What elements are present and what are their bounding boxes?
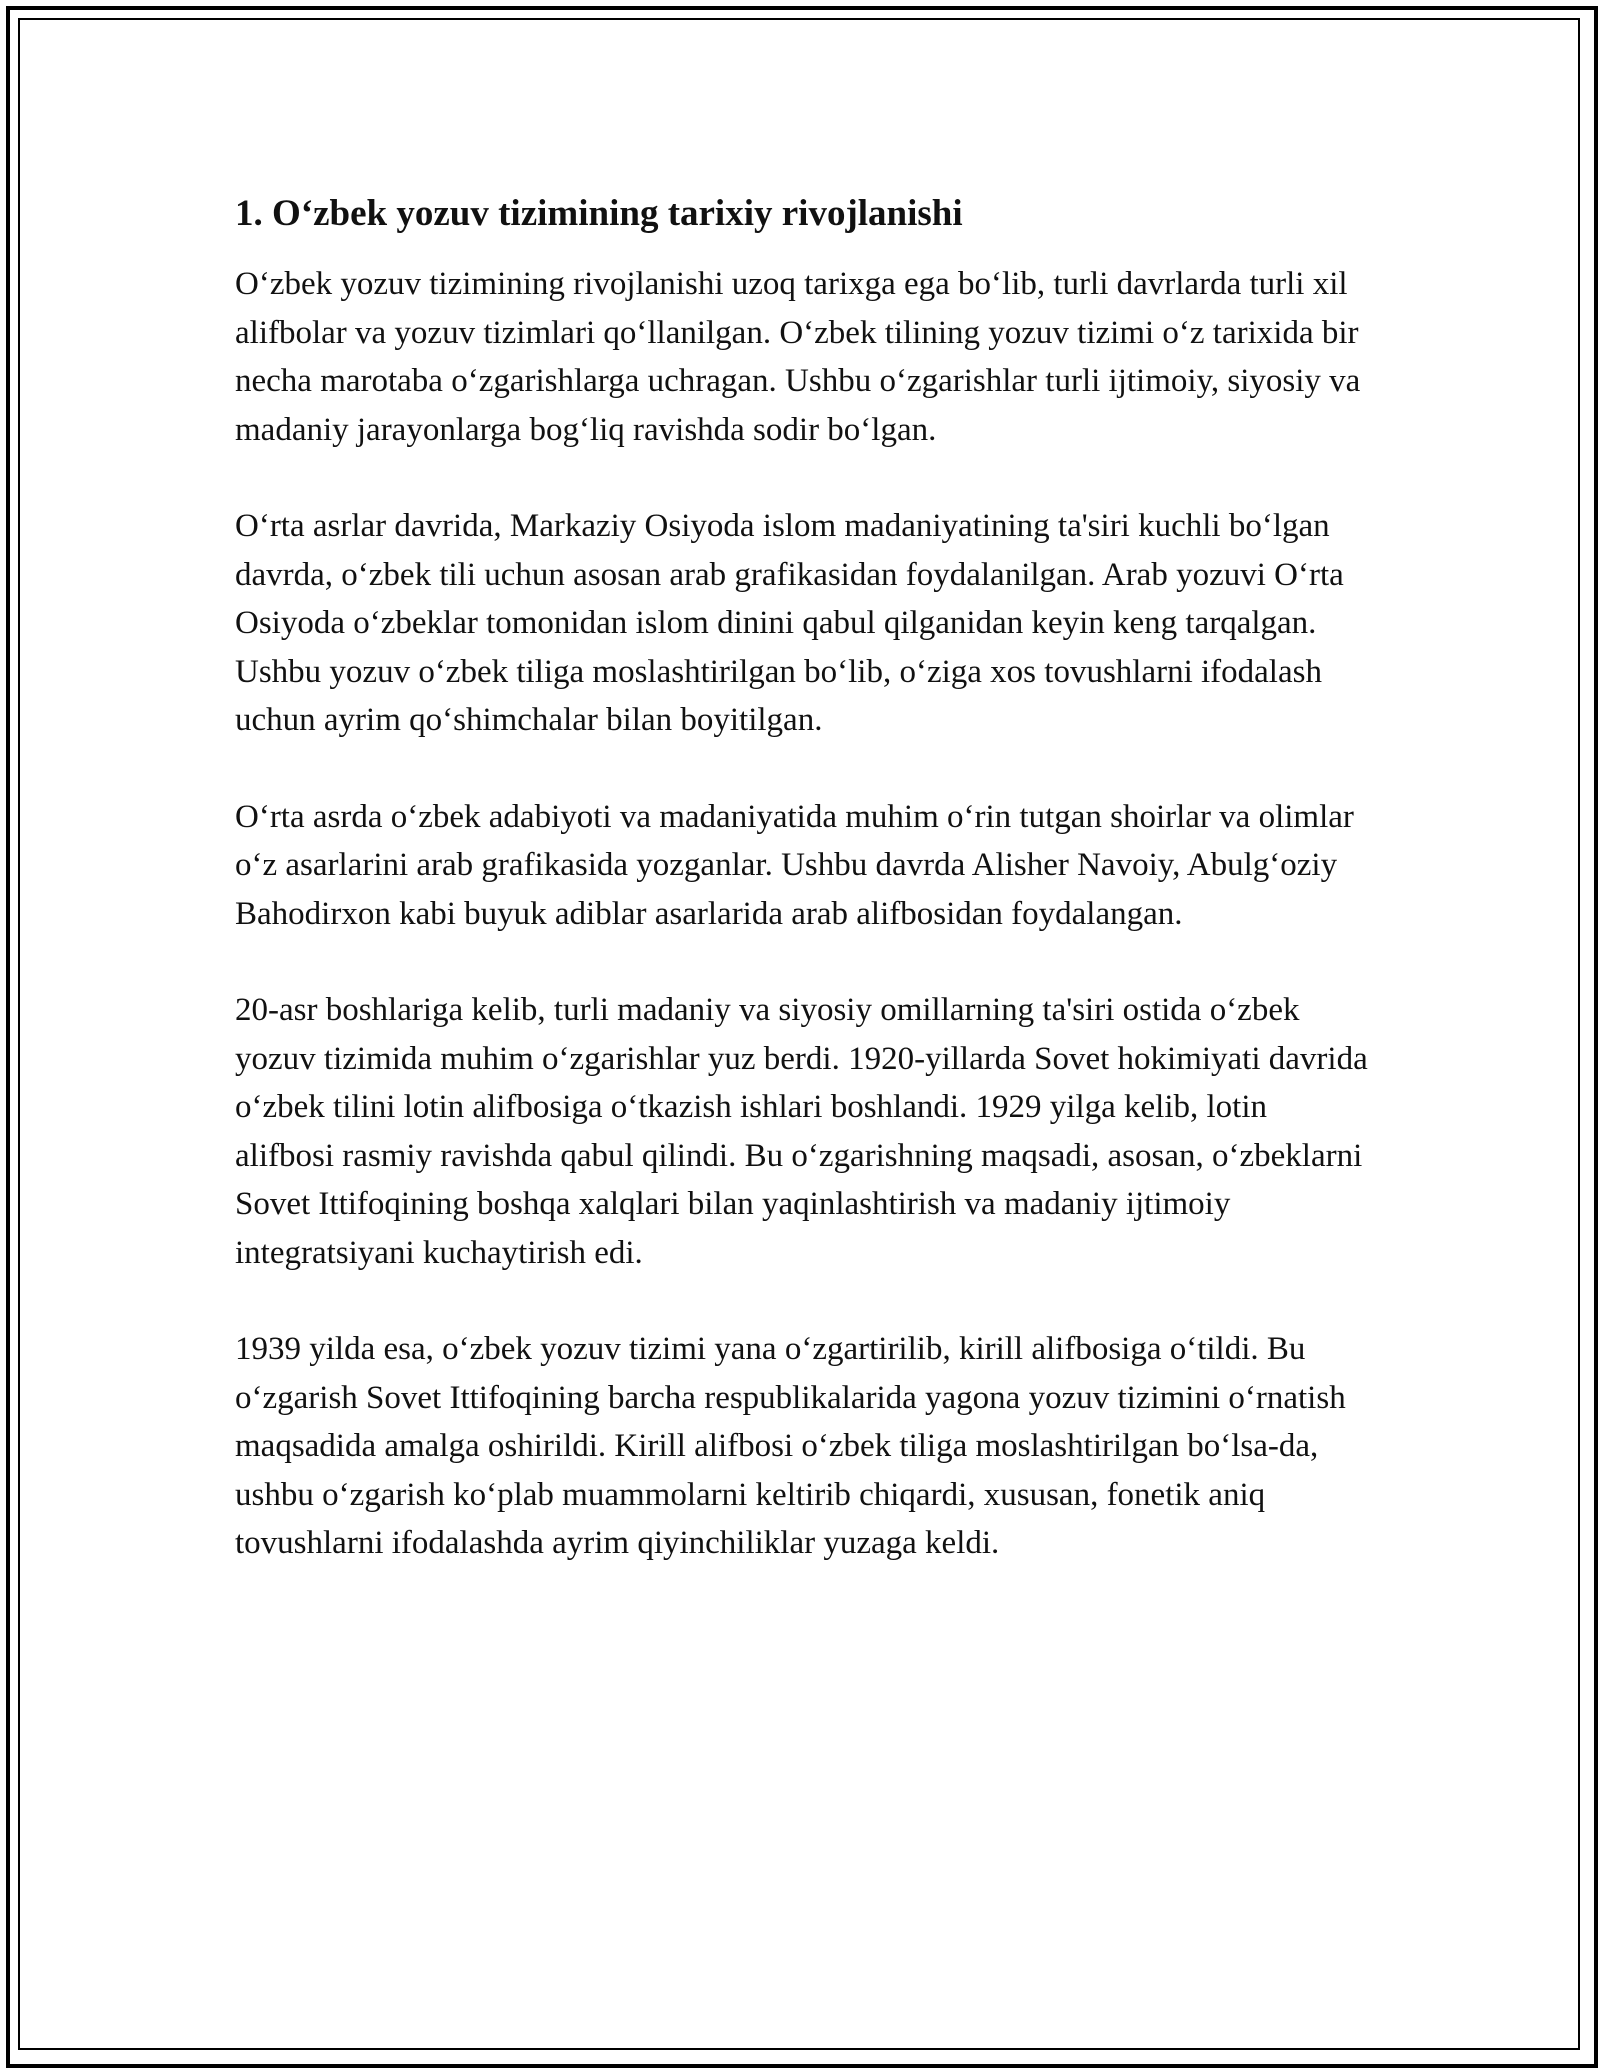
- section-heading: 1. O‘zbek yozuv tizimining tarixiy rivojlanishi: [235, 193, 963, 234]
- paragraph-4: 20-asr boshlariga kelib, turli madaniy va siyosiy omillarning ta'siri ostida o‘zbek yozuv tizimida muhim o‘zgarishlar yuz berdi. 1920-yillarda Sovet hokimiyati davrida o‘zbek tilini lotin alifbosiga o‘tkazish ishlari boshlandi. 1929 yilga kelib, lotin alifbosi rasmiy ravishda qabul qilindi. Bu o‘zgarishning maqsadi, asosan, o‘zbeklarni Sovet Ittifoqining boshqa xalqlari bilan yaqinlashtirish va madaniy ijtimoiy integratsiyani kuchaytirish edi.: [235, 992, 1368, 1271]
- paragraph-2: O‘rta asrlar davrida, Markaziy Osiyoda islom madaniyatining ta'siri kuchli bo‘lgan davrda, o‘zbek tili uchun asosan arab grafikasidan foydalanilgan. Arab yozuvi O‘rta Osiyoda o‘zbeklar tomonidan islom dinini qabul qilganidan keyin keng tarqalgan. Ushbu yozuv o‘zbek tiliga moslashtirilgan bo‘lib, o‘ziga xos tovushlarni ifodalash uchun ayrim qo‘shimchalar bilan boyitilgan.: [235, 508, 1344, 738]
- paragraph-3: O‘rta asrda o‘zbek adabiyoti va madaniyatida muhim o‘rin tutgan shoirlar va olimlar o‘z asarlarini arab grafikasida yozganlar. Ushbu davrda Alisher Navoiy, Abulg‘oziy Bahodirxon kabi buyuk adiblar asarlarida arab alifbosidan foydalangan.: [235, 798, 1354, 932]
- paragraph-1: O‘zbek yozuv tizimining rivojlanishi uzoq tarixga ega bo‘lib, turli davrlarda turli xil alifbolar va yozuv tizimlari qo‘llanilgan. O‘zbek tilining yozuv tizimi o‘z tarixida bir necha marotaba o‘zgarishlarga uchragan. Ushbu o‘zgarishlar turli ijtimoiy, siyosiy va madaniy jarayonlarga bog‘liq ravishda sodir bo‘lgan.: [235, 266, 1361, 448]
- document-body: [235, 188, 1370, 1616]
- paragraph-5: 1939 yilda esa, o‘zbek yozuv tizimi yana o‘zgartirilib, kirill alifbosiga o‘tildi. Bu o‘zgarish Sovet Ittifoqining barcha respublikalarida yagona yozuv tizimini o‘rnatish maqsadida amalga oshirildi. Kirill alifbosi o‘zbek tiliga moslashtirilgan bo‘lsa-da, ushbu o‘zgarish ko‘plab muammolarni keltirib chiqardi, xususan, fonetik aniq tovushlarni ifodalashda ayrim qiyinchiliklar yuzaga keldi.: [235, 1331, 1346, 1561]
